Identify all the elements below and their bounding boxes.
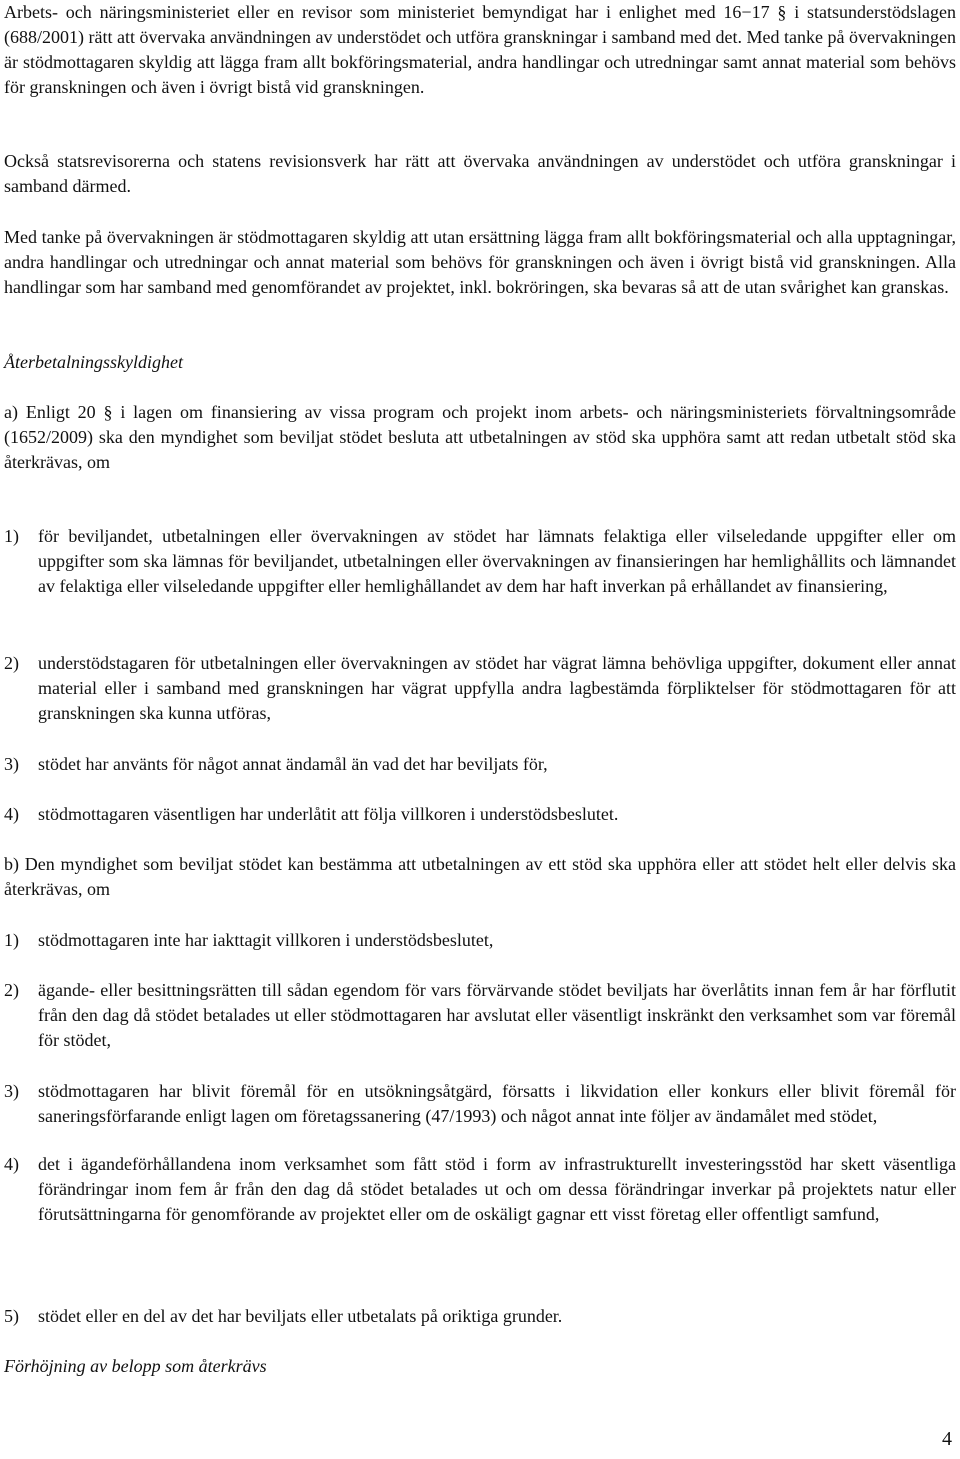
list-item-text: ägande- eller besittningsrätten till sådan egendom för vars förvärvande stödet beviljats har överlåtits innan fem år har förflutit från den dag då stödet betalades ut eller stödmottagaren har avslutat eller väsentligt inskränkt den verksamhet som var föremål för stödet, bbox=[38, 980, 956, 1050]
list-item-text: stödet har använts för något annat ändamål än vad det har beviljats för, bbox=[38, 754, 548, 774]
list-b-item-2 bbox=[4, 978, 956, 1053]
list-item-text: stödet eller en del av det har beviljats eller utbetalats på oriktiga grunder. bbox=[38, 1306, 563, 1326]
list-item-text: stödmottagaren har blivit föremål för en utsökningsåtgärd, försatts i likvidation eller konkurs eller blivit föremål för saneringsförfarande enligt lagen om företagssanering (47/1993) och något annat inte följer av ändamålet med stödet, bbox=[38, 1081, 956, 1126]
list-a-item-4 bbox=[4, 802, 956, 827]
list-item-number: 5) bbox=[4, 1306, 19, 1326]
list-b-item-5 bbox=[4, 1304, 956, 1329]
paragraph-state-auditors: Också statsrevisorerna och statens revisionsverk har rätt att övervaka användningen av understödet och utföra granskningar i samband därmed. bbox=[4, 151, 956, 196]
list-item-number: 1) bbox=[4, 930, 19, 950]
list-a-item-3 bbox=[4, 752, 956, 777]
list-item-number: 3) bbox=[4, 1081, 19, 1101]
heading-repayment-obligation: Återbetalningsskyldighet bbox=[4, 352, 183, 372]
paragraph-section-b: b) Den myndighet som beviljat stödet kan bestämma att utbetalningen av ett stöd ska upphöra eller att stödet helt eller delvis ska återkrävas, om bbox=[4, 854, 956, 899]
list-b-item-3 bbox=[4, 1079, 956, 1129]
list-item-text: understödstagaren för utbetalningen eller övervakningen av stödet har vägrat lämna behövliga uppgifter, dokument eller annat material eller i samband med granskningen har vägrat uppfylla andra lagbestämda förpliktelser för stödmottagaren för att granskningen ska kunna utföras, bbox=[38, 653, 956, 723]
paragraph-supervision: Arbets- och näringsministeriet eller en revisor som ministeriet bemyndigat har i enlighet med 16−17 § i statsunderstödslagen (688/2001) rätt att övervaka användningen av understödet och utföra granskningar i samband med det. Med tanke på övervakningen är stödmottagaren skyldig att lägga fram allt bokföringsmaterial, andra handlingar och utredningar samt annat material som behövs för granskningen och även i övrigt bistå vid granskningen. bbox=[4, 2, 956, 97]
paragraph-obligation: Med tanke på övervakningen är stödmottagaren skyldig att utan ersättning lägga fram allt bokföringsmaterial och alla upptagningar, andra handlingar och utredningar och annat material som behövs för granskningen och även i övrigt bistå vid granskningen. Alla handlingar som har samband med genomförandet av projektet, inkl. bokröringen, ska bevaras så att de utan svårighet kan granskas. bbox=[4, 227, 956, 297]
list-item-number: 4) bbox=[4, 1154, 19, 1174]
list-item-number: 2) bbox=[4, 653, 19, 673]
list-item-number: 1) bbox=[4, 526, 19, 546]
list-item-number: 4) bbox=[4, 804, 19, 824]
list-item-number: 2) bbox=[4, 980, 19, 1000]
list-item-text: det i ägandeförhållandena inom verksamhet som fått stöd i form av infrastrukturellt investeringsstöd har skett väsentliga förändringar inom fem år från den dag då stödet betalades ut och om dessa förändringar inverkar på projektets natur eller förutsättningarna för genomförande av projektet eller om de oskäligt gagnar ett visst företag eller offentligt samfund, bbox=[38, 1154, 956, 1224]
list-item-text: stödmottagaren inte har iakttagit villkoren i understödsbeslutet, bbox=[38, 930, 494, 950]
list-a-item-1 bbox=[4, 524, 956, 599]
list-item-text: för beviljandet, utbetalningen eller övervakningen av stödet har lämnats felaktiga eller vilseledande uppgifter eller om uppgifter som ska lämnas för beviljandet, utbetalningen eller övervakningen av finansieringen har hemlighållits och lämnandet av felaktiga eller vilseledande uppgifter eller hemlighållandet av dem har haft inverkan på erhållandet av finansiering, bbox=[38, 526, 956, 596]
page-number: 4 bbox=[942, 1428, 952, 1450]
list-b-item-4 bbox=[4, 1152, 956, 1227]
list-item-number: 3) bbox=[4, 754, 19, 774]
list-b-item-1 bbox=[4, 928, 956, 953]
list-a-item-2 bbox=[4, 651, 956, 726]
paragraph-section-a: a) Enligt 20 § i lagen om finansiering av vissa program och projekt inom arbets- och näringsministeriets förvaltningsområde (1652/2009) ska den myndighet som beviljat stödet besluta att utbetalningen av stöd ska upphöra samt att redan utbetalt stöd ska återkrävas, om bbox=[4, 402, 956, 472]
heading-increase-of-amount: Förhöjning av belopp som återkrävs bbox=[4, 1356, 267, 1376]
list-item-text: stödmottagaren väsentligen har underlåtit att följa villkoren i understödsbeslutet. bbox=[38, 804, 619, 824]
